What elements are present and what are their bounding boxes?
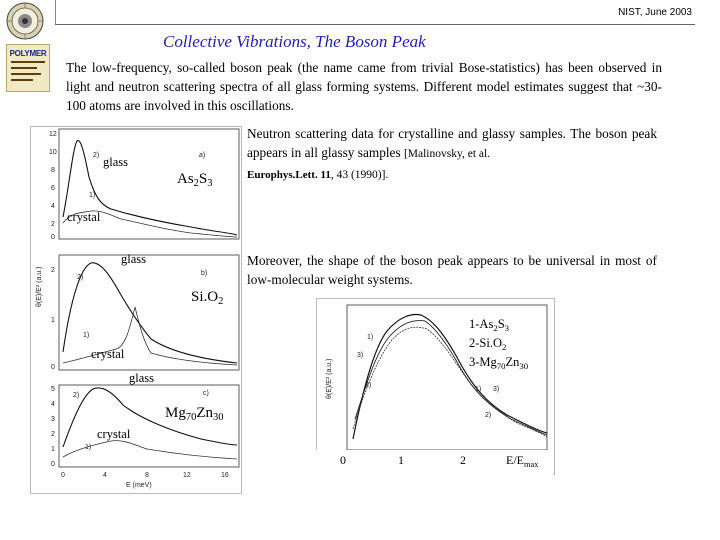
svg-text:8: 8 <box>51 167 55 174</box>
svg-text:1: 1 <box>51 446 55 453</box>
svg-text:b): b) <box>201 270 208 277</box>
svg-text:0: 0 <box>51 461 55 468</box>
svg-text:c): c) <box>203 390 209 397</box>
neutron-paragraph <box>247 124 657 185</box>
neutron-text: Neutron scattering data for crystalline and glassy samples. The boson peak appears in all glassy samples <box>247 126 657 160</box>
legend <box>469 317 528 374</box>
left-figure-y-axis-label: θ(E)/E² (a.u.) <box>36 266 43 307</box>
svg-text:2): 2) <box>93 152 100 159</box>
header-label: NIST, June 2003 <box>618 7 692 18</box>
crystal-label-b: crystal <box>91 347 125 361</box>
svg-text:2): 2) <box>365 382 372 389</box>
x-axis-label: $E/E_{max}$ <box>506 453 539 469</box>
material-label-mg70zn30: $Mg_{70}Zn_{30}$ <box>165 405 224 423</box>
glass-label-a: glass <box>103 155 128 169</box>
glass-label-b: glass <box>121 252 146 266</box>
x-tick-label: 8 <box>145 472 149 479</box>
neutron-spectra-figure <box>30 126 242 494</box>
svg-text:1): 1) <box>89 192 96 199</box>
svg-text:3): 3) <box>493 386 500 393</box>
svg-text:0: 0 <box>51 364 55 371</box>
neutron-reference: [Malinovsky, et al. <box>403 148 491 160</box>
universal-shape-figure <box>316 298 555 475</box>
x-tick-label: 1 <box>398 453 404 467</box>
svg-text:2): 2) <box>485 412 492 419</box>
glass-label-c: glass <box>129 371 154 385</box>
x-tick-label: 4 <box>103 472 107 479</box>
x-tick-label: 0 <box>61 472 65 479</box>
logo-line <box>11 79 33 81</box>
svg-text:5: 5 <box>51 386 55 393</box>
crystal-label-a: crystal <box>67 210 101 224</box>
slide-title: Collective Vibrations, The Boson Peak <box>163 32 426 51</box>
svg-text:4: 4 <box>51 203 55 210</box>
svg-text:2: 2 <box>51 431 55 438</box>
universality-paragraph: Moreover, the shape of the boson peak appears to be universal in most of low-molecular weight systems. <box>247 253 657 287</box>
svg-text:2: 2 <box>51 267 55 274</box>
tick-label: 10 <box>49 149 57 156</box>
svg-text:1: 1 <box>51 317 55 324</box>
svg-text:6: 6 <box>51 185 55 192</box>
legend-item-2: $2-Si.O_2$ <box>469 336 507 352</box>
crystal-label-c: crystal <box>97 427 131 441</box>
legend-item-3: $3-Mg_{70}Zn_{30}$ <box>469 355 529 371</box>
header-divider <box>55 24 695 25</box>
right-figure-y-axis-label: θ(E)/E² (a.u.) <box>326 358 333 399</box>
svg-text:1): 1) <box>475 386 482 393</box>
right-figure-x-axis <box>316 450 553 475</box>
svg-text:1): 1) <box>367 334 374 341</box>
material-label-as2s3: $As_2S_3$ <box>177 171 213 189</box>
logo-line <box>11 73 41 75</box>
svg-text:1): 1) <box>85 444 92 451</box>
svg-text:2): 2) <box>73 392 80 399</box>
svg-text:2: 2 <box>51 221 55 228</box>
neutron-reference-journal: Europhys.Lett. 11 <box>247 169 331 181</box>
tick-label: 12 <box>49 131 57 138</box>
svg-text:4: 4 <box>51 401 55 408</box>
legend-item-1: $1-As_2S_3$ <box>469 317 510 333</box>
x-tick-label: 16 <box>221 472 229 479</box>
svg-text:3: 3 <box>51 416 55 423</box>
left-figure-x-axis-label: E (meV) <box>126 482 152 489</box>
neutron-reference-end: , 43 (1990)]. <box>330 169 389 181</box>
svg-text:1): 1) <box>83 332 90 339</box>
x-tick-label: 0 <box>340 453 346 467</box>
material-label-sio2: $Si.O_2$ <box>191 289 224 307</box>
polymer-logo <box>6 44 50 92</box>
svg-text:2): 2) <box>77 274 84 281</box>
x-tick-label: 12 <box>183 472 191 479</box>
header-divider-vertical <box>55 0 56 24</box>
polymer-logo-text: POLYMER <box>9 49 47 58</box>
intro-paragraph: The low-frequency, so-called boson peak (the name came from trivial Bose-statistics) has been observed in light and neutron scattering spectra of all glass forming systems. Different model estimates suggest that ~30-100 atoms are involved in this oscillations. <box>66 60 662 113</box>
svg-text:a): a) <box>199 152 206 159</box>
svg-text:0: 0 <box>51 234 55 241</box>
logo-line <box>11 67 37 69</box>
svg-text:3): 3) <box>357 352 364 359</box>
institution-seal-logo <box>6 2 44 40</box>
logo-line <box>11 61 45 63</box>
x-tick-label: 2 <box>460 453 466 467</box>
